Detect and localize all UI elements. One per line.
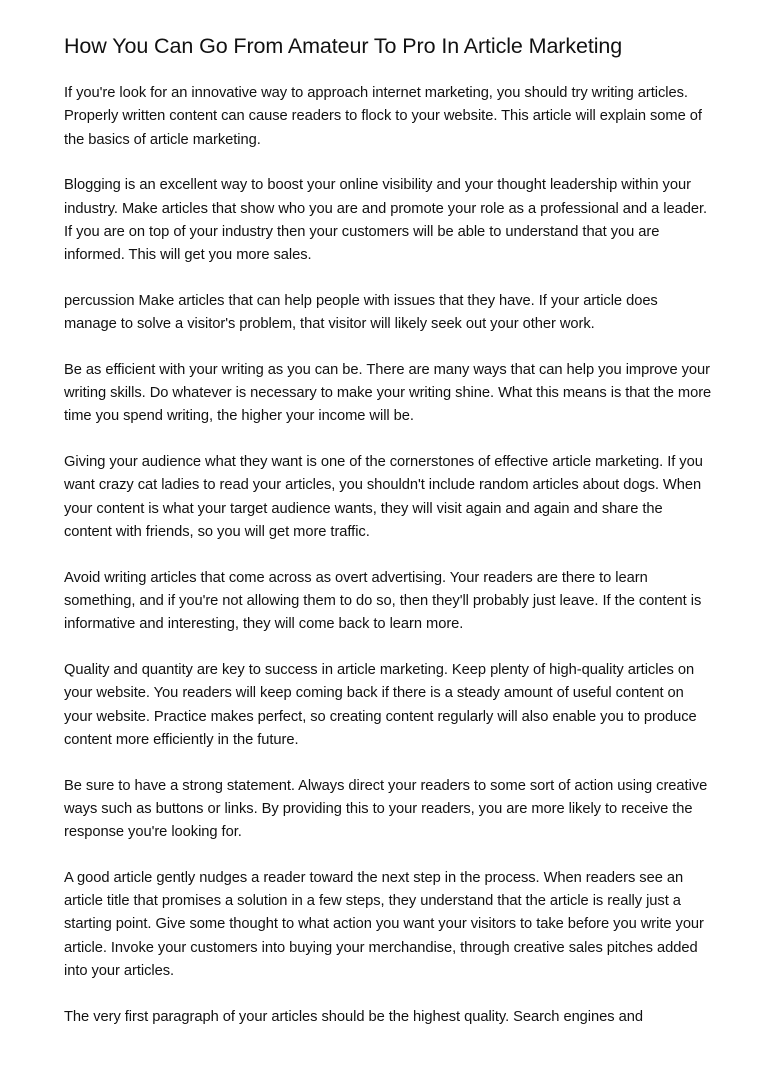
document-page: [64, 32, 714, 1051]
paragraph: A good article gently nudges a reader toward the next step in the process. When readers see an article title that promises a solution in a few steps, they understand that the article is really just a starting point. Give some thought to what action you want your visitors to take before you write your article. Invoke your customers into buying your merchandise, through creative sales pitches added into your articles.: [64, 869, 704, 980]
paragraph: If you're look for an innovative way to approach internet marketing, you should try writing articles. Properly written content can cause readers to flock to your website. This article will explain some of the basics of article marketing.: [64, 85, 702, 148]
paragraph: Blogging is an excellent way to boost your online visibility and your thought leadership within your industry. Make articles that show who you are and promote your role as a professional and a leader. If you are on top of your industry then your customers will be able to understand that you are informed. This will get you more sales.: [64, 177, 708, 264]
paragraph: The very first paragraph of your articles should be the highest quality. Search engines and: [64, 1008, 643, 1025]
page-title: How You Can Go From Amateur To Pro In Article Marketing: [64, 34, 623, 58]
paragraph: Be as efficient with your writing as you can be. There are many ways that can help you improve your writing skills. Do whatever is necessary to make your writing shine. What this means is that the more time you spend writing, the higher your income will be.: [64, 361, 712, 425]
paragraph: Avoid writing articles that come across as overt advertising. Your readers are there to learn something, and if you're not allowing them to do so, then they'll probably just leave. If the content is informative and interesting, they will come back to learn more.: [64, 569, 702, 633]
paragraph: Quality and quantity are key to success in article marketing. Keep plenty of high-quality articles on your website. You readers will keep coming back if there is a steady amount of useful content on your website. Practice makes perfect, so creating content regularly will also enable you to produce content more efficiently in the future.: [64, 661, 697, 748]
paragraph: Giving your audience what they want is one of the cornerstones of effective article marketing. If you want crazy cat ladies to read your articles, you shouldn't include random articles about dogs. When your content is what your target audience wants, they will visit again and again and share the content with friends, so you will get more traffic.: [64, 454, 703, 541]
paragraph: Be sure to have a strong statement. Always direct your readers to some sort of action using creative ways such as buttons or links. By providing this to your readers, you are more likely to receive the response you're looking for.: [64, 777, 708, 841]
paragraph: percussion Make articles that can help people with issues that they have. If your article does manage to solve a visitor's problem, that visitor will likely seek out your other work.: [64, 292, 658, 333]
